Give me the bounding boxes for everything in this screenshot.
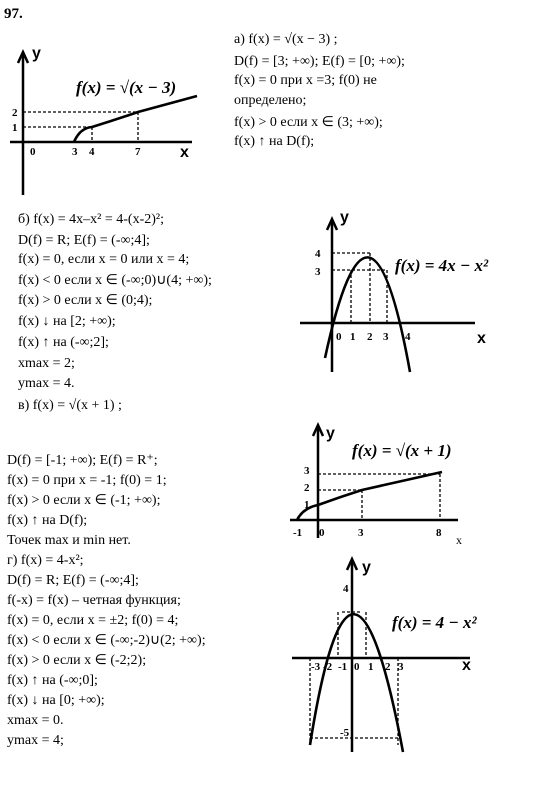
graph-a-tick: 3: [72, 146, 78, 158]
graph-v-tick: 3: [358, 527, 364, 539]
part-v-line: D(f) = [-1; +∞); E(f) = R⁺;: [7, 453, 158, 468]
graph-g-tick: 3: [398, 661, 404, 673]
graph-b-tick: 0: [336, 331, 342, 343]
part-g-line: ymax = 4;: [7, 733, 64, 748]
part-v-line: f(x) = 0 при x = -1; f(0) = 1;: [7, 473, 167, 488]
graph-g-tick: -2: [323, 661, 333, 673]
graph-v-tick: 2: [304, 482, 310, 494]
graph-g-tick: -3: [311, 661, 321, 673]
part-b-line: xmax = 2;: [18, 356, 75, 371]
part-v-header: в) f(x) = √(x + 1) ;: [18, 398, 122, 413]
part-b-line: ymax = 4.: [18, 376, 75, 391]
graph-b-tick: 4: [405, 331, 411, 343]
graph-b-tick: 4: [315, 248, 321, 260]
part-g-line: f(x) ↑ на (-∞;0];: [7, 673, 98, 688]
part-a-line: f(x) = 0 при x =3; f(0) не: [234, 73, 377, 88]
graph-b-tick: 3: [315, 266, 321, 278]
graph-b-tick: 3: [383, 331, 389, 343]
part-g-line: г) f(x) = 4-x²;: [7, 553, 84, 568]
graph-b-tick: 1: [350, 331, 356, 343]
part-b-line: f(x) < 0 если x ∈ (-∞;0)∪(4; +∞);: [18, 273, 212, 288]
graph-v-tick: 8: [436, 527, 442, 539]
graph-a-tick: 0: [30, 146, 36, 158]
graph-v-y-label: y: [326, 425, 335, 442]
part-g-line: D(f) = R; E(f) = (-∞;4];: [7, 573, 139, 588]
part-g-line: f(x) ↓ на [0; +∞);: [7, 693, 105, 708]
graph-v-x-label: x: [456, 533, 462, 547]
part-v-line: f(x) > 0 если x ∈ (-1; +∞);: [7, 493, 161, 508]
graph-g-tick: 1: [368, 661, 374, 673]
graph-b-tick: 2: [367, 331, 373, 343]
graph-v-tick: 3: [304, 465, 310, 477]
part-g-line: f(x) = 0, если x = ±2; f(0) = 4;: [7, 613, 179, 628]
graph-v-tick: 1: [304, 499, 310, 511]
part-b-line: D(f) = R; E(f) = (-∞;4];: [18, 233, 150, 248]
part-b-line: f(x) ↓ на [2; +∞);: [18, 314, 116, 329]
part-a-line: f(x) ↑ на D(f);: [234, 134, 315, 149]
graph-a-tick: 4: [89, 146, 95, 158]
part-b-line: f(x) ↑ на (-∞;2];: [18, 335, 109, 350]
graph-g-tick: 0: [354, 661, 360, 673]
part-b-line: f(x) = 0, если x = 0 или x = 4;: [18, 252, 190, 267]
graph-b-x-label: x: [477, 330, 486, 347]
graph-v-tick: -1: [293, 527, 303, 539]
graph-v-formula: f(x) = √(x + 1): [352, 441, 452, 460]
graph-v-tick: 0: [319, 527, 325, 539]
problem-number: 97.: [4, 6, 23, 22]
graph-g-tick: 2: [385, 661, 391, 673]
part-v-line: Точек max и min нет.: [7, 533, 131, 548]
graph-b-formula: f(x) = 4x − x²: [395, 256, 489, 275]
graph-g-x-label: x: [462, 657, 471, 674]
graph-a-tick: 7: [135, 146, 141, 158]
part-a-line: f(x) > 0 если x ∈ (3; +∞);: [234, 115, 383, 130]
part-g-line: f(x) > 0 если x ∈ (-2;2);: [7, 653, 147, 668]
graph-a-x-label: x: [180, 144, 189, 161]
graph-g-tick: 4: [343, 583, 349, 595]
graph-g-tick: -1: [338, 661, 348, 673]
part-g-line: f(x) < 0 если x ∈ (-∞;-2)∪(2; +∞);: [7, 633, 206, 648]
part-g-line: f(-x) = f(x) – четная функция;: [7, 593, 181, 608]
part-a-line: а) f(x) = √(x − 3) ;: [234, 32, 338, 47]
graph-a-y-label: y: [32, 45, 41, 62]
graph-a-tick: 1: [12, 122, 18, 134]
graph-b-y-label: y: [340, 209, 349, 226]
part-a-line: определено;: [234, 93, 307, 108]
part-b-line: f(x) > 0 если x ∈ (0;4);: [18, 293, 153, 308]
graph-g-formula: f(x) = 4 − x²: [392, 613, 477, 632]
part-b-line: б) f(x) = 4x–x² = 4-(x-2)²;: [18, 212, 164, 227]
part-v-line: f(x) ↑ на D(f);: [7, 513, 88, 528]
graph-g-y-label: y: [362, 559, 371, 576]
graph-a-tick: 2: [12, 107, 18, 119]
graph-g-tick: -5: [340, 727, 350, 739]
part-a-line: D(f) = [3; +∞); E(f) = [0; +∞);: [234, 54, 405, 69]
graph-g-curve: [310, 614, 403, 752]
part-g-line: xmax = 0.: [7, 713, 64, 728]
graph-a-formula: f(x) = √(x − 3): [76, 78, 177, 97]
